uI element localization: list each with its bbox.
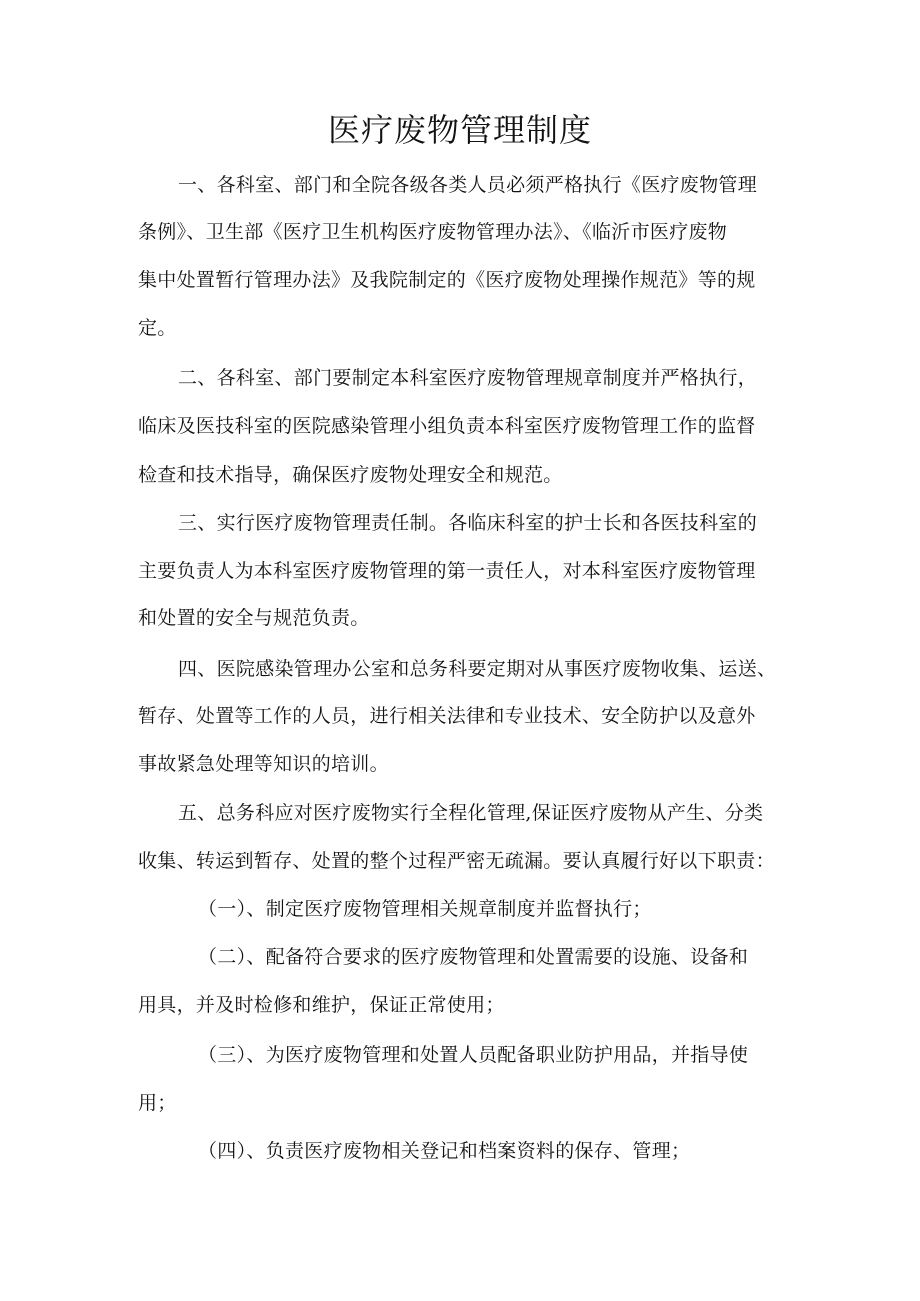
text-line: 主要负责人为本科室医疗废物管理的第一责任人，对本科室医疗废物管理	[138, 560, 756, 582]
text-line: （一）、制定医疗废物管理相关规章制度并监督执行；	[198, 898, 652, 920]
text-line: 二、各科室、部门要制定本科室医疗废物管理规章制度并严格执行，	[178, 367, 758, 389]
text-line: 临床及医技科室的医院感染管理小组负责本科室医疗废物管理工作的监督	[138, 415, 756, 437]
text-line: 用；	[138, 1092, 177, 1114]
text-line: 三、实行医疗废物管理责任制。各临床科室的护士长和各医技科室的	[178, 512, 758, 534]
text-line: （二）、配备符合要求的医疗废物管理和处置需要的设施、设备和	[198, 946, 749, 968]
text-line: 检查和技术指导，确保医疗废物处理安全和规范。	[138, 464, 563, 486]
text-line: 条例》、卫生部《医疗卫生机构医疗废物管理办法》、《临沂市医疗废物	[138, 221, 728, 243]
text-line: 暂存、处置等工作的人员，进行相关法律和专业技术、安全防护以及意外	[138, 705, 756, 727]
text-line: （三）、为医疗废物管理和处置人员配备职业防护用品，并指导使	[198, 1044, 749, 1066]
text-line: 和处置的安全与规范负责。	[138, 607, 370, 629]
text-line: 集中处置暂行管理办法》及我院制定的《医疗废物处理操作规范》等的规	[138, 269, 756, 291]
text-line: 用具，并及时检修和维护，保证正常使用；	[138, 994, 505, 1016]
text-line: （四）、负责医疗废物相关登记和档案资料的保存、管理；	[198, 1140, 691, 1162]
text-line: 五、总务科应对医疗废物实行全程化管理,保证医疗废物从产生、分类	[178, 802, 764, 824]
text-line: 事故紧急处理等知识的培训。	[138, 753, 389, 775]
text-line: 一、各科室、部门和全院各级各类人员必须严格执行《医疗废物管理	[178, 174, 758, 196]
text-line: 定。	[138, 317, 177, 339]
document-title: 医疗废物管理制度	[327, 111, 592, 149]
text-line: 四、医院感染管理办公室和总务科要定期对从事医疗废物收集、运送、	[178, 658, 777, 680]
text-line: 收集、转运到暂存、处置的整个过程严密无疏漏。要认真履行好以下职责：	[138, 850, 775, 872]
